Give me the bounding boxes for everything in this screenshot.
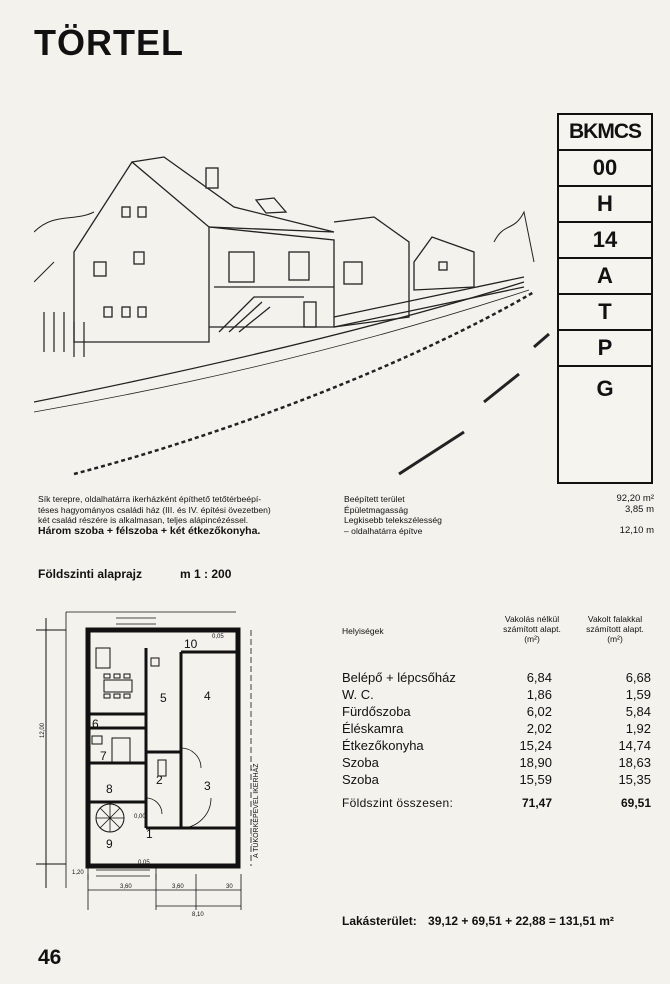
table-total-row [342, 796, 657, 813]
total-area-raw: 71,47 [521, 796, 552, 810]
plan-dimension: 0,00 [134, 814, 146, 820]
code-cell: T [559, 295, 651, 331]
room-number: 10 [184, 637, 198, 651]
fact-label: Épületmagasság [344, 504, 409, 515]
room-number: 5 [160, 691, 167, 705]
living-area [342, 914, 614, 928]
room-number: 8 [106, 782, 113, 796]
room-area-plastered: 5,84 [625, 704, 651, 719]
code-cell: H [559, 187, 651, 223]
room-area-raw: 6,02 [526, 704, 552, 719]
plan-dimension: 0,05 [212, 634, 224, 640]
code-cell: 00 [559, 151, 651, 187]
fact-value: 3,85 m [624, 503, 654, 515]
table-row [342, 738, 657, 755]
header-line: (m²) [607, 634, 623, 644]
header-line: Vakolás nélkül [504, 614, 560, 624]
description [38, 494, 338, 536]
living-area-label: Lakásterület: [342, 914, 417, 928]
plan-dimension: 1,20 [72, 870, 84, 876]
room-area-plastered: 1,59 [625, 687, 651, 702]
room-area-plastered: 1,92 [625, 721, 651, 736]
table-row [342, 704, 657, 721]
fact-row [344, 515, 654, 526]
room-area-plastered: 15,35 [618, 772, 651, 787]
plan-side-label: A TÜKÖRKÉPEVEL IKERHÁZ [253, 763, 260, 858]
plan-title: Földszinti alaprajz [38, 567, 143, 581]
description-line: téses hagyományos családi ház (III. és IV. építési övezetben) [38, 504, 271, 515]
code-box [557, 113, 653, 484]
page-title: TÖRTEL [34, 22, 184, 63]
table-row [342, 772, 657, 789]
description-line: Sík terepre, oldalhatárra ikerházként építhető tetőtérbeépí- [38, 494, 262, 504]
room-area-plastered: 18,63 [618, 755, 651, 770]
room-name: W. C. [342, 687, 374, 702]
room-name: Étkezőkonyha [342, 738, 424, 753]
total-area-plastered: 69,51 [620, 796, 651, 810]
table-row [342, 721, 657, 738]
room-area-plastered: 6,68 [625, 670, 651, 685]
room-area-raw: 1,86 [526, 687, 552, 702]
room-area-raw: 2,02 [526, 721, 552, 736]
plan-dimension: 12,00 [40, 722, 46, 738]
table-header-col1 [492, 614, 572, 644]
plan-dimension: 0,05 [138, 860, 150, 866]
room-number: 7 [100, 749, 107, 763]
room-number: 4 [204, 689, 211, 703]
floor-plan [36, 588, 296, 926]
room-number: 6 [92, 717, 99, 731]
room-name: Fürdőszoba [342, 704, 411, 719]
room-area-plastered: 14,74 [618, 738, 651, 753]
code-cell: BKMCS [559, 115, 651, 151]
plan-dimension: 3,60 [172, 884, 184, 890]
living-area-formula: 39,12 + 69,51 + 22,88 = 131,51 m² [428, 914, 614, 928]
room-area-raw: 15,59 [519, 772, 552, 787]
room-number: 9 [106, 837, 113, 851]
fact-label: Legkisebb telekszélesség [344, 515, 442, 525]
room-number: 1 [146, 827, 153, 841]
plan-dimension: 3,60 [120, 884, 132, 890]
fact-row [344, 526, 654, 537]
room-number: 2 [156, 773, 163, 787]
table-header-room: Helyiségek [342, 626, 384, 636]
room-area-raw: 6,84 [526, 670, 552, 685]
house-illustration [34, 112, 560, 480]
fact-row [344, 505, 654, 516]
plan-scale: m 1 : 200 [180, 567, 232, 581]
room-name: Szoba [342, 755, 379, 770]
fact-label: – oldalhatárra építve [344, 525, 423, 536]
building-facts [344, 494, 654, 536]
total-label: Földszint összesen: [342, 796, 454, 810]
room-name: Szoba [342, 772, 379, 787]
room-area-raw: 15,24 [519, 738, 552, 753]
fact-value: 12,10 m [619, 524, 654, 536]
header-line: számított alapt. [503, 624, 561, 634]
table-row [342, 755, 657, 772]
fact-row [344, 494, 654, 505]
description-line: két család részére is alkalmasan, teljes alápincézéssel. [38, 515, 249, 525]
description-summary: Három szoba + félszoba + két étkezőkonyha. [38, 524, 261, 537]
table-row [342, 687, 657, 704]
plan-dimension: 8,10 [192, 912, 204, 918]
code-cell: A [559, 259, 651, 295]
header-line: számított alapt. [586, 624, 644, 634]
header-line: Vakolt falakkal [587, 614, 643, 624]
fact-value: 92,20 m² [616, 493, 654, 504]
fact-label: Beépített terület [344, 494, 405, 504]
room-area-raw: 18,90 [519, 755, 552, 770]
table-header-col2 [574, 614, 656, 644]
code-cell: G [596, 375, 614, 401]
room-number: 3 [204, 779, 211, 793]
page-number: 46 [38, 946, 62, 969]
room-name: Éléskamra [342, 721, 404, 736]
table-row [342, 670, 657, 687]
code-cell: 14 [559, 223, 651, 259]
code-cell: P [559, 331, 651, 367]
room-name: Belépő + lépcsőház [342, 670, 456, 685]
header-line: (m²) [524, 634, 540, 644]
plan-dimension: 30 [226, 884, 233, 890]
